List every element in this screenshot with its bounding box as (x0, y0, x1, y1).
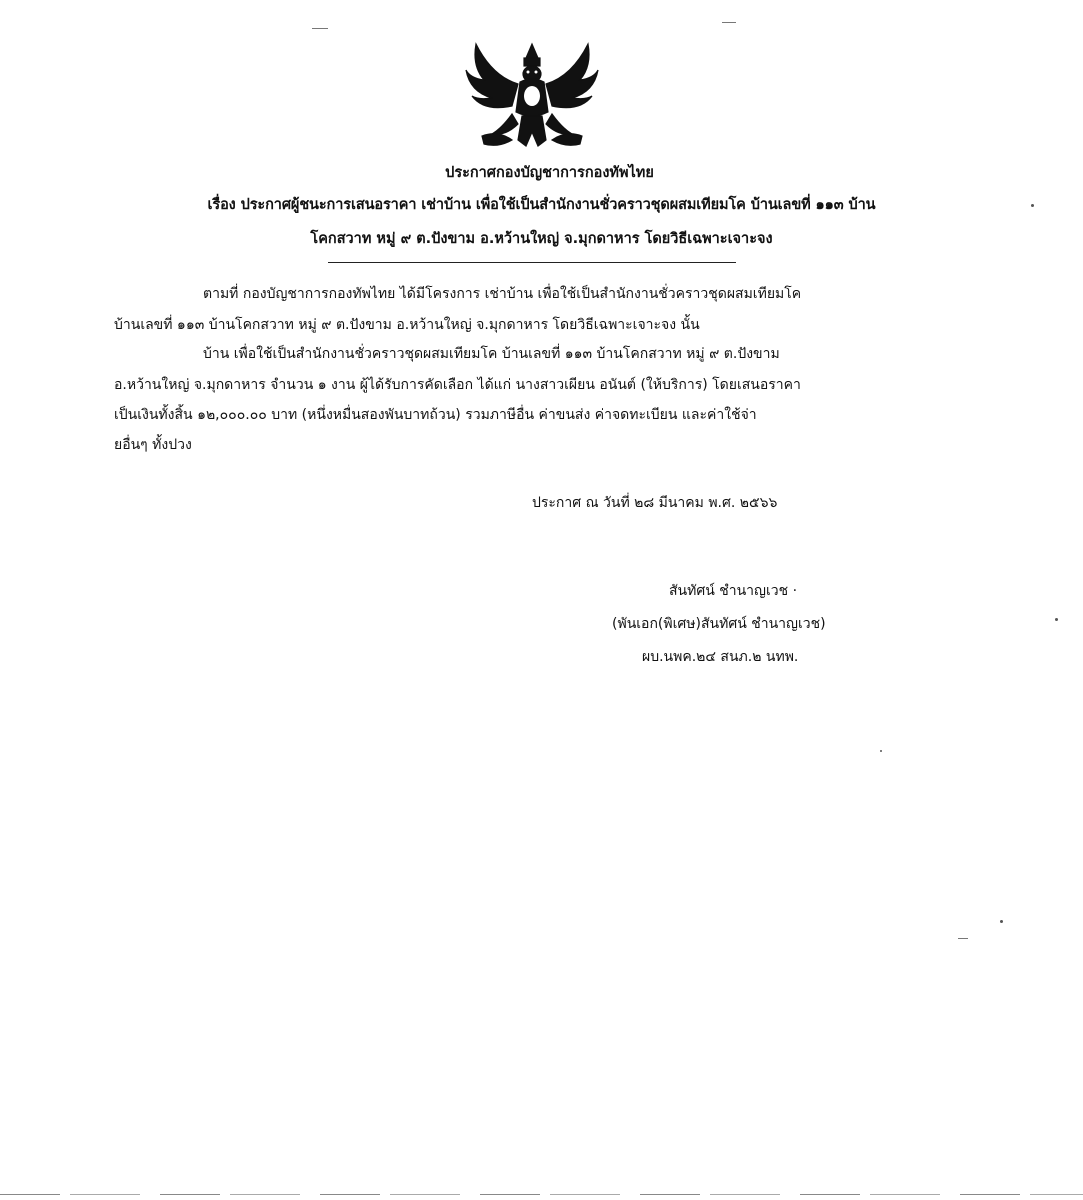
scan-speck (1000, 920, 1003, 923)
scan-mark (722, 22, 736, 23)
scan-mark (312, 28, 328, 29)
announcement-date: ประกาศ ณ วันที่ ๒๘ มีนาคม พ.ศ. ๒๕๖๖ (532, 495, 778, 511)
scan-speck (1055, 618, 1058, 621)
scan-speck (880, 750, 882, 752)
heading-subject-line1: เรื่อง ประกาศผู้ชนะการเสนอราคา เช่าบ้าน เพื่อใช้เป็นสำนักงานชั่วคราวชุดผสมเทียมโค บ้านเลขที่ ๑๑๓ บ้าน (207, 197, 876, 213)
scan-speck (1031, 204, 1034, 207)
paragraph2-line1: บ้าน เพื่อใช้เป็นสำนักงานชั่วคราวชุดผสมเทียมโค บ้านเลขที่ ๑๑๓ บ้านโคกสวาท หมู่ ๙ ต.ปังขาม (203, 346, 780, 362)
paragraph1-line1: ตามที่ กองบัญชาการกองทัพไทย ได้มีโครงการ เช่าบ้าน เพื่อใช้เป็นสำนักงานชั่วคราวชุดผสมเทียมโค (203, 286, 802, 302)
heading-agency: ประกาศกองบัญชาการกองทัพไทย (445, 165, 654, 181)
heading-subject-line2: โคกสวาท หมู่ ๙ ต.ปังขาม อ.หว้านใหญ่ จ.มุกดาหาร โดยวิธีเฉพาะเจาะจง (310, 231, 773, 247)
paragraph1-line2: บ้านเลขที่ ๑๑๓ บ้านโคกสวาท หมู่ ๙ ต.ปังขาม อ.หว้านใหญ่ จ.มุกดาหาร โดยวิธีเฉพาะเจาะจง นั้น (114, 317, 700, 333)
scan-mark (958, 938, 968, 939)
signature-full-name: (พันเอก(พิเศษ)สันทัศน์ ชำนาญเวช) (612, 616, 826, 632)
garuda-emblem-icon (462, 36, 602, 152)
paragraph2-line3: เป็นเงินทั้งสิ้น ๑๒,๐๐๐.๐๐ บาท (หนึ่งหมื่นสองพันบาทถ้วน) รวมภาษีอื่น ค่าขนส่ง ค่าจดทะเบียน และค่าใช้จ่า (114, 407, 757, 423)
paragraph2-line4: ยอื่นๆ ทั้งปวง (114, 437, 192, 453)
paragraph2-line2: อ.หว้านใหญ่ จ.มุกดาหาร จำนวน ๑ งาน ผู้ได้รับการคัดเลือก ได้แก่ นางสาวเผียน อนันต์ (ให้บริการ) โดยเสนอราคา (114, 377, 801, 393)
signature-position: ผบ.นพค.๒๔ สนภ.๒ นทพ. (642, 649, 799, 665)
signature-name: สันทัศน์ ชำนาญเวช · (669, 583, 798, 599)
heading-divider (328, 262, 736, 263)
scan-edge (0, 1194, 1083, 1195)
